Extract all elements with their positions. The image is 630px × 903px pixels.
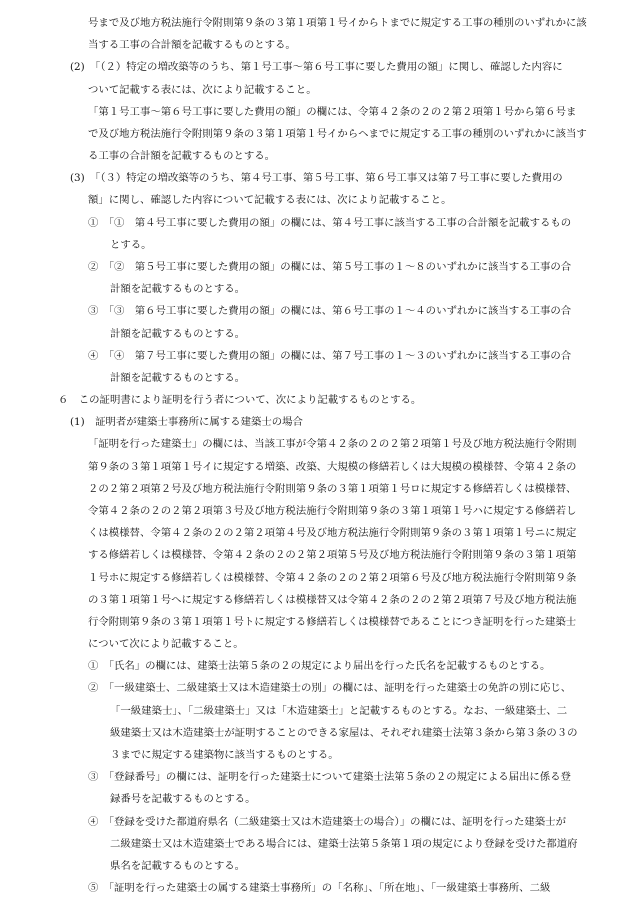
text-line: とする。 xyxy=(110,238,152,251)
text-line: 号まで及び地方税法施行令附則第９条の３第１項第１号イからトまでに規定する工事の種別のいずれかに該 xyxy=(88,17,587,29)
text-line: 「一級建築士」、「二級建築士」又は「木造建築士」と記載するものとする。なお、一級建築士、二 xyxy=(110,704,568,717)
text-line: の３第１項第１号へに規定する修繕若しくは模様替又は令第４２条の２の２第２項第７号及び地方税法施 xyxy=(88,593,577,606)
text-line: 計額を記載するものとする。 xyxy=(110,371,246,384)
text-line: について次により記載すること。 xyxy=(88,638,244,650)
text-line: (2) 「（２）特定の増改築等のうち、第１号工事～第６号工事に要した費用の額」に関し、確認した内容に xyxy=(70,61,563,74)
text-line: ① 「氏名」の欄には、建築士法第５条の２の規定により届出を行った氏名を記載するものとする。 xyxy=(88,660,551,673)
text-line: ２の２第２項第２号及び地方税法施行令附則第９条の３第１項第１号ロに規定する修繕若しくは模様替、 xyxy=(88,482,577,495)
text-line: 計額を記載するものとする。 xyxy=(110,327,246,340)
text-line: で及び地方税法施行令附則第９条の３第１項第１号イからヘまでに規定する工事の種別のいずれかに該当す xyxy=(88,127,587,140)
text-line: 級建築士又は木造建築士が証明することのできる家屋は、それぞれ建築士法第３条から第３条の３の xyxy=(110,726,578,739)
text-line: ④ 「登録を受けた都道府県名（二級建築士又は木造建築士の場合）」の欄には、証明を行った建築士が xyxy=(88,815,566,828)
text-line: ④ 「④ 第７号工事に要した費用の額」の欄には、第７号工事の１～３のいずれかに該当する工事の合 xyxy=(88,349,572,362)
text-line: 額」に関し、確認した内容について記載する表には、次により記載すること。 xyxy=(88,194,452,207)
text-line: 録番号を記載するものとする。 xyxy=(110,793,256,806)
text-line: 「第１号工事～第６号工事に要した費用の額」の欄には、令第４２条の２の２第２項第１号から第６号ま xyxy=(88,105,577,118)
text-line: ⑤ 「証明を行った建築士の属する建築士事務所」の「名称」、「所在地」、「一級建築士事務所、二級 xyxy=(88,882,551,894)
text-line: ついて記載する表には、次により記載すること。 xyxy=(88,83,317,96)
text-line: ６ この証明書により証明を行う者について、次により記載するものとする。 xyxy=(58,394,422,407)
text-line: 県名を記載するものとする。 xyxy=(110,859,246,872)
text-line: 二級建築士又は木造建築士である場合には、建築士法第５条第１項の規定により登録を受けた都道府 xyxy=(110,837,578,850)
text-line: る工事の合計額を記載するものとする。 xyxy=(88,150,276,163)
text-line: ② 「② 第５号工事に要した費用の額」の欄には、第５号工事の１～８のいずれかに該当する工事の合 xyxy=(88,261,572,273)
text-line: 行令附則第９条の３第１項第１号トに規定する修繕若しくは模様替であることにつき証明を行った建築士 xyxy=(88,615,577,628)
text-line: ３までに規定する建築物に該当するものとする。 xyxy=(110,748,339,761)
text-line: (3) 「（３）特定の増改築等のうち、第４号工事、第５号工事、第６号工事又は第７号工事に要した費用の xyxy=(70,172,563,185)
text-line: 令第４２条の２の２第２項第３号及び地方税法施行令附則第９条の３第１項第１号ハに規定する修繕若し xyxy=(88,504,577,517)
text-line: １号ホに規定する修繕若しくは模様替、令第４２条の２の２第２項第６号及び地方税法施行令附則第９条 xyxy=(88,571,577,584)
text-line: する修繕若しくは模様替、令第４２条の２の２第２項第５号及び地方税法施行令附則第９条の３第１項第 xyxy=(88,549,577,562)
text-line: ② 「一級建築士、二級建築士又は木造建築士の別」の欄には、証明を行った建築士の免許の別に応じ、 xyxy=(88,682,572,695)
text-line: (1) 証明者が建築士事務所に属する建築士の場合 xyxy=(70,416,303,429)
text-line: 計額を記載するものとする。 xyxy=(110,283,246,296)
text-line: くは模様替、令第４２条の２の２第２項第４号及び地方税法施行令附則第９条の３第１項第１号ニに規定 xyxy=(88,527,577,540)
text-line: 「証明を行った建築士」の欄には、当該工事が令第４２条の２の２第２項第１号及び地方税法施行令附則 xyxy=(88,438,577,451)
text-line: ③ 「③ 第６号工事に要した費用の額」の欄には、第６号工事の１～４のいずれかに該当する工事の合 xyxy=(88,305,572,318)
text-line: ① 「① 第４号工事に要した費用の額」の欄には、第４号工事に該当する工事の合計額を記載するもの xyxy=(88,216,572,229)
text-line: ③ 「登録番号」の欄には、証明を行った建築士について建築士法第５条の２の規定による届出に係る登 xyxy=(88,771,571,784)
text-line: 第９条の３第１項第１号イに規定する増築、改築、大規模の修繕若しくは大規模の模様替、令第４２条の xyxy=(88,460,577,473)
text-line: 当する工事の合計額を記載するものとする。 xyxy=(88,39,296,52)
